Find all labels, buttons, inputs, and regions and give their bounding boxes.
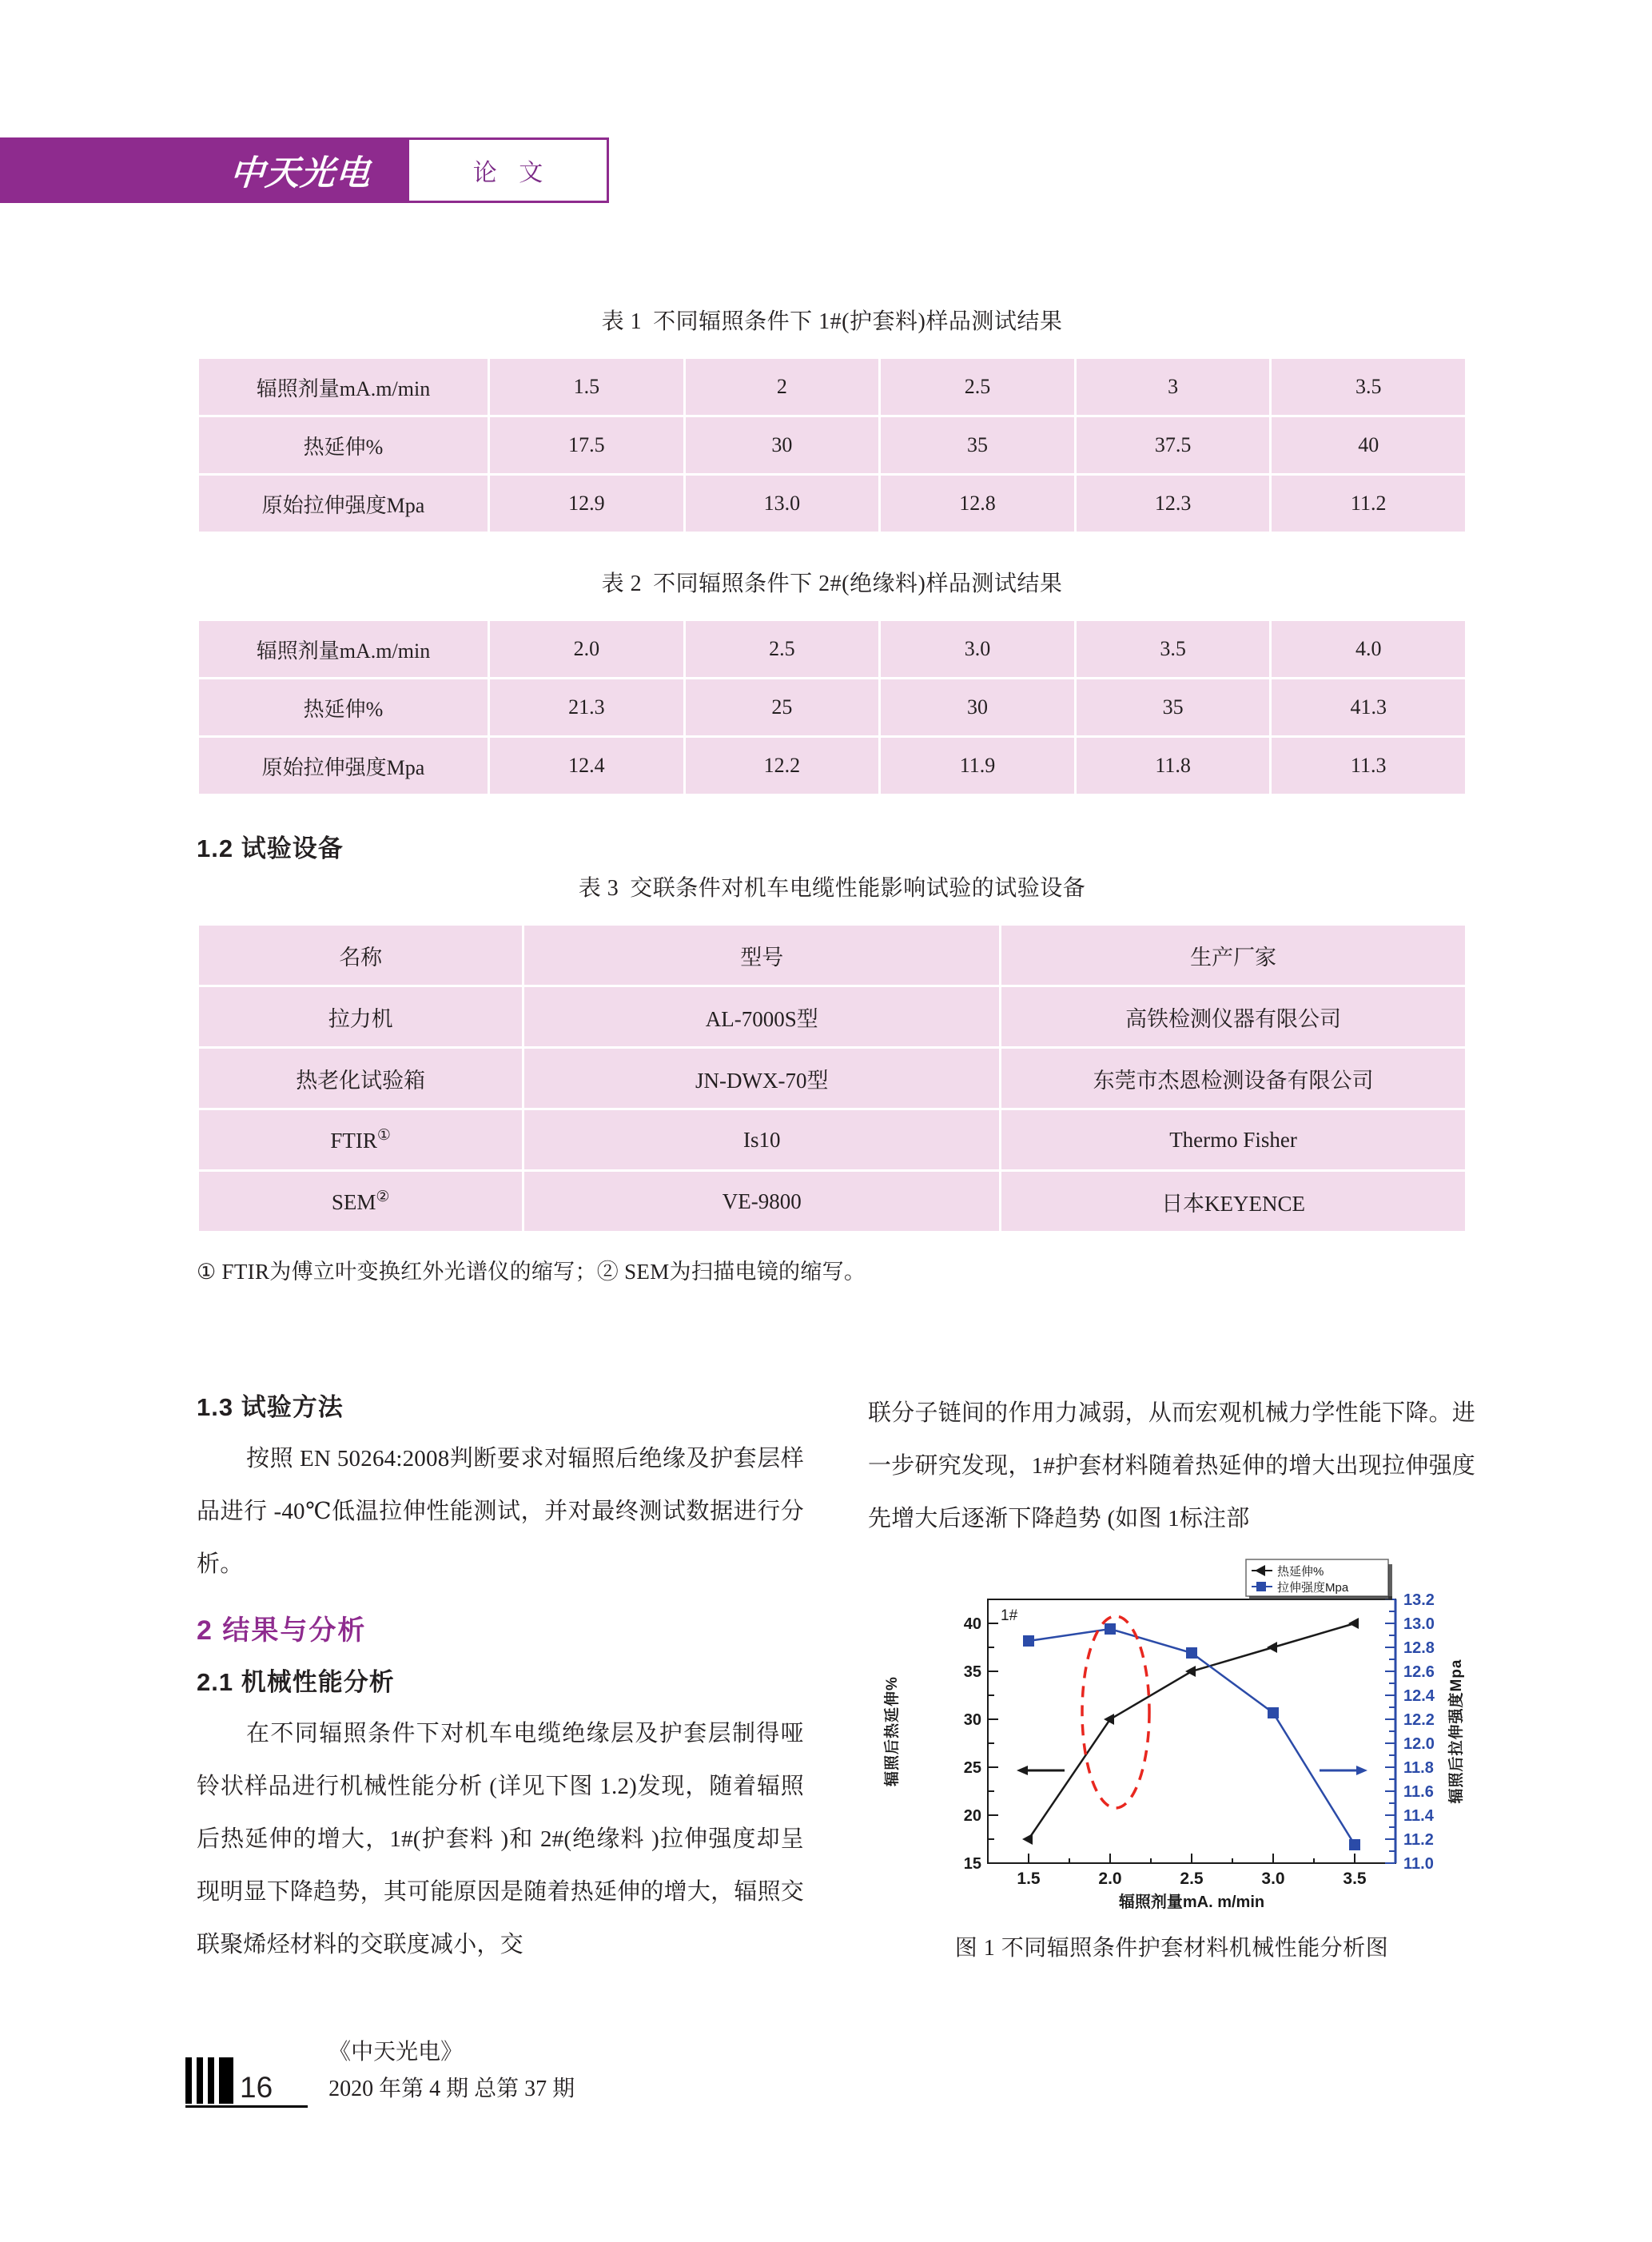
table1-row0-col3: 3 bbox=[1077, 359, 1270, 415]
right-axis-tick-labels bbox=[1403, 1591, 1435, 1873]
table1-caption-prefix: 表 1 bbox=[601, 309, 643, 334]
svg-text:15: 15 bbox=[963, 1855, 981, 1873]
equip-name: 拉力机 bbox=[328, 1006, 393, 1031]
footer-journal-info bbox=[328, 2034, 575, 2108]
table1-row1-col3: 37.5 bbox=[1077, 417, 1270, 473]
section-2-1-paragraph: 在不同辐照条件下对机车电缆绝缘层及护套层制得哑铃状样品进行机械性能分析 (详见下图 1.2)发现，随着辐照后热延伸的增大，1#(护套料 )和 2#(绝缘料 )拉伸强度却呈现明显下降趋势，其可能原因是随着热延伸的增大，辐照交联聚烯烃材料的交联度减小，交 bbox=[197, 1721, 804, 1957]
table3-row1-maker: 东莞市杰恩检测设备有限公司 bbox=[1001, 1049, 1465, 1108]
table1-caption bbox=[197, 304, 1467, 336]
table2-row0-col0: 2.0 bbox=[490, 621, 683, 677]
table3-row1-name bbox=[199, 1049, 522, 1108]
svg-text:20: 20 bbox=[963, 1807, 981, 1825]
table1-row2-col1: 13.0 bbox=[686, 476, 879, 532]
legend-label-tensile-strength: 拉伸强度Mpa bbox=[1277, 1581, 1349, 1595]
document-type-box bbox=[409, 137, 609, 203]
table3-row0-name bbox=[199, 987, 522, 1046]
table1-row2-col4: 11.2 bbox=[1272, 476, 1465, 532]
svg-text:12.6: 12.6 bbox=[1403, 1663, 1435, 1681]
table-row bbox=[199, 1172, 1465, 1231]
table-row bbox=[199, 1110, 1465, 1169]
figure-1 bbox=[868, 1550, 1475, 1962]
series-annotation-1hash: 1# bbox=[1001, 1607, 1018, 1624]
table-row bbox=[199, 987, 1465, 1046]
svg-text:13.0: 13.0 bbox=[1403, 1615, 1435, 1633]
table3-row3-maker: 日本KEYENCE bbox=[1001, 1172, 1465, 1231]
x-axis-title: 辐照剂量mA. m/min bbox=[1118, 1894, 1265, 1911]
table1-row2-col3: 12.3 bbox=[1077, 476, 1270, 532]
table2-row1-col1: 25 bbox=[686, 679, 879, 735]
mechanical-performance-chart bbox=[868, 1550, 1475, 1917]
svg-text:11.2: 11.2 bbox=[1403, 1831, 1434, 1849]
table3-caption-prefix: 表 3 bbox=[578, 876, 619, 901]
table2-caption-prefix: 表 2 bbox=[601, 571, 643, 596]
figure-1-caption: 图 1 不同辐照条件护套材料机械性能分析图 bbox=[954, 1936, 1389, 1961]
decorative-bars-icon bbox=[185, 2057, 233, 2104]
table-row bbox=[199, 738, 1465, 794]
table1-row1-col4: 40 bbox=[1272, 417, 1465, 473]
table-header-row bbox=[199, 926, 1465, 985]
table-row bbox=[199, 679, 1465, 735]
table1-row2-col0: 12.9 bbox=[490, 476, 683, 532]
svg-text:12.2: 12.2 bbox=[1403, 1711, 1435, 1729]
table3-caption-text: 交联条件对机车电缆性能影响试验的试验设备 bbox=[630, 876, 1086, 901]
left-axis-tick-labels bbox=[964, 1615, 981, 1873]
chart-legend bbox=[1246, 1559, 1392, 1600]
table1-row0-label: 辐照剂量mA.m/min bbox=[199, 359, 488, 415]
table3-header-model: 型号 bbox=[524, 926, 999, 985]
table3-row1-model: JN-DWX-70型 bbox=[524, 1049, 999, 1108]
table2-row2-col0: 12.4 bbox=[490, 738, 683, 794]
table1-row1-col2: 35 bbox=[881, 417, 1074, 473]
table3-row2-maker: Thermo Fisher bbox=[1001, 1110, 1465, 1169]
brand-banner bbox=[0, 137, 409, 203]
table1-row2-col2: 12.8 bbox=[881, 476, 1074, 532]
table2-row1-label: 热延伸% bbox=[199, 679, 488, 735]
table3 bbox=[197, 923, 1467, 1233]
table2-row1-col0: 21.3 bbox=[490, 679, 683, 735]
table2-caption-text: 不同辐照条件下 2#(绝缘料)样品测试结果 bbox=[653, 571, 1063, 596]
table-row bbox=[199, 417, 1465, 473]
svg-text:11.4: 11.4 bbox=[1403, 1807, 1434, 1825]
equip-name: SEM bbox=[331, 1190, 376, 1214]
equip-name: 热老化试验箱 bbox=[296, 1068, 426, 1093]
svg-text:30: 30 bbox=[963, 1711, 981, 1729]
left-column bbox=[197, 1387, 804, 1985]
svg-text:13.2: 13.2 bbox=[1403, 1591, 1435, 1609]
table1-row1-col1: 30 bbox=[686, 417, 879, 473]
right-column-paragraph: 联分子链间的作用力减弱，从而宏观机械力学性能下降。进一步研究发现，1#护套材料随着热延伸的增大出现拉伸强度先增大后逐渐下降趋势 (如图 1标注部 bbox=[868, 1400, 1475, 1531]
svg-text:3.0: 3.0 bbox=[1261, 1870, 1285, 1888]
svg-text:12.0: 12.0 bbox=[1403, 1735, 1435, 1753]
table3-caption bbox=[197, 870, 1467, 902]
svg-text:11.0: 11.0 bbox=[1403, 1855, 1434, 1873]
section-1-3-paragraph: 按照 EN 50264:2008判断要求对辐照后绝缘及护套层样品进行 -40℃低温拉伸性能测试，并对最终测试数据进行分析。 bbox=[197, 1446, 804, 1577]
table2-row0-col2: 3.0 bbox=[881, 621, 1074, 677]
left-axis-title: 辐照后热延伸% bbox=[884, 1676, 901, 1786]
table2-row2-col2: 11.9 bbox=[881, 738, 1074, 794]
table1-row1-label: 热延伸% bbox=[199, 417, 488, 473]
table1-row0-col0: 1.5 bbox=[490, 359, 683, 415]
table1-row2-label: 原始拉伸强度Mpa bbox=[199, 476, 488, 532]
table3-row0-model: AL-7000S型 bbox=[524, 987, 999, 1046]
footnote-marker: ① bbox=[376, 1127, 391, 1144]
table-row bbox=[199, 1049, 1465, 1108]
brand-name: 中天光电 bbox=[229, 153, 372, 193]
document-type-label: 论 文 bbox=[472, 160, 551, 186]
svg-text:40: 40 bbox=[963, 1615, 981, 1633]
svg-text:1.5: 1.5 bbox=[1017, 1870, 1041, 1888]
page-number: 16 bbox=[240, 2071, 273, 2104]
section-heading-2-1: 2.1 机械性能分析 bbox=[197, 1668, 395, 1696]
x-axis-tick-labels bbox=[1017, 1870, 1367, 1888]
table1-row0-col4: 3.5 bbox=[1272, 359, 1465, 415]
svg-text:11.8: 11.8 bbox=[1403, 1759, 1434, 1777]
two-column-body bbox=[197, 1387, 1475, 1985]
folio-mark bbox=[185, 2057, 308, 2108]
table2-row1-col2: 30 bbox=[881, 679, 1074, 735]
table1-row0-col2: 2.5 bbox=[881, 359, 1074, 415]
table-row bbox=[199, 621, 1465, 677]
table1-caption-text: 不同辐照条件下 1#(护套料)样品测试结果 bbox=[653, 309, 1063, 334]
table2-row0-col3: 3.5 bbox=[1077, 621, 1270, 677]
table3-row0-maker: 高铁检测仪器有限公司 bbox=[1001, 987, 1465, 1046]
table3-header-maker: 生产厂家 bbox=[1001, 926, 1465, 985]
table2-row0-col4: 4.0 bbox=[1272, 621, 1465, 677]
page-footer bbox=[185, 2034, 575, 2108]
svg-text:2.5: 2.5 bbox=[1180, 1870, 1204, 1888]
svg-text:2.0: 2.0 bbox=[1098, 1870, 1122, 1888]
svg-text:11.6: 11.6 bbox=[1403, 1783, 1434, 1801]
right-axis-title: 辐照后拉伸强度Mpa bbox=[1448, 1659, 1465, 1804]
right-column bbox=[868, 1387, 1475, 1985]
table-row bbox=[199, 359, 1465, 415]
svg-text:25: 25 bbox=[963, 1759, 981, 1777]
table1 bbox=[197, 356, 1467, 534]
section-heading-1-3: 1.3 试验方法 bbox=[197, 1393, 344, 1421]
svg-text:3.5: 3.5 bbox=[1343, 1870, 1367, 1888]
table3-footnote: ① FTIR为傅立叶变换红外光谱仪的缩写；② SEM为扫描电镜的缩写。 bbox=[197, 1260, 866, 1284]
table2-row2-col3: 11.8 bbox=[1077, 738, 1270, 794]
table1-row0-col1: 2 bbox=[686, 359, 879, 415]
table2-row1-col4: 41.3 bbox=[1272, 679, 1465, 735]
table3-header-name: 名称 bbox=[199, 926, 522, 985]
footnote-marker: ② bbox=[376, 1189, 390, 1205]
table2-row0-label: 辐照剂量mA.m/min bbox=[199, 621, 488, 677]
section-heading-1-2: 1.2 试验设备 bbox=[197, 834, 344, 862]
page-masthead bbox=[0, 137, 609, 203]
table3-row2-name bbox=[199, 1110, 522, 1169]
table2-row2-col4: 11.3 bbox=[1272, 738, 1465, 794]
page-main-content bbox=[197, 304, 1467, 1285]
table2-row1-col3: 35 bbox=[1077, 679, 1270, 735]
table3-row3-model: VE-9800 bbox=[524, 1172, 999, 1231]
svg-text:35: 35 bbox=[963, 1663, 981, 1681]
table2-caption bbox=[197, 566, 1467, 598]
table2 bbox=[197, 619, 1467, 796]
table1-row1-col0: 17.5 bbox=[490, 417, 683, 473]
svg-text:12.8: 12.8 bbox=[1403, 1639, 1435, 1657]
table2-row2-label: 原始拉伸强度Mpa bbox=[199, 738, 488, 794]
legend-label-thermal-elongation: 热延伸% bbox=[1277, 1565, 1324, 1579]
table3-row2-model: Is10 bbox=[524, 1110, 999, 1169]
chart-svg bbox=[868, 1550, 1475, 1917]
equip-name: FTIR bbox=[330, 1129, 377, 1153]
table3-row3-name bbox=[199, 1172, 522, 1231]
journal-issue: 2020 年第 4 期 总第 37 期 bbox=[328, 2077, 575, 2101]
journal-name: 《中天光电》 bbox=[328, 2040, 464, 2065]
table2-row0-col1: 2.5 bbox=[686, 621, 879, 677]
svg-text:12.4: 12.4 bbox=[1403, 1687, 1435, 1705]
table-row bbox=[199, 476, 1465, 532]
section-heading-2: 2 结果与分析 bbox=[197, 1615, 367, 1646]
table2-row2-col1: 12.2 bbox=[686, 738, 879, 794]
